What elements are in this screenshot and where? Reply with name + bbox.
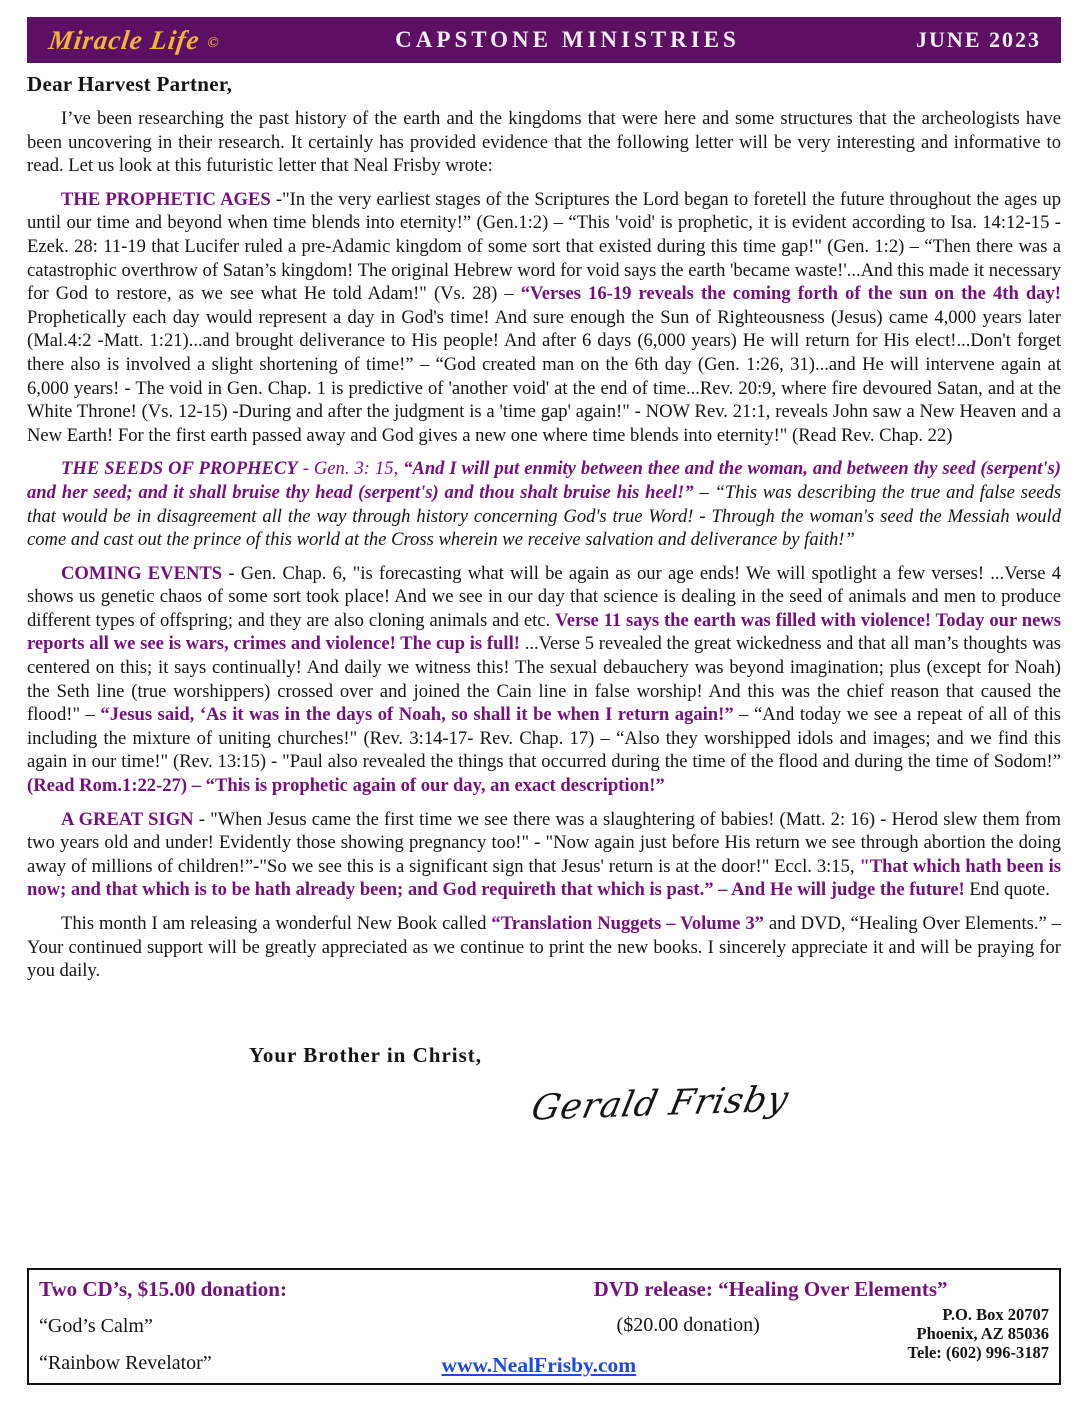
text-segment: End quote. xyxy=(964,879,1050,901)
text-segment: THE PROPHETIC AGES xyxy=(61,188,271,210)
text-segment: and DVD, “Healing Over Elements.” – Your continued support will be greatly appreciated as we continue to print the new books. I sincerely appreciate it and will be praying for you daily. xyxy=(27,913,1061,982)
letter-body xyxy=(27,107,1061,983)
copyright-icon: © xyxy=(206,34,220,51)
text-segment: “Translation Nuggets – Volume 3” xyxy=(491,913,764,934)
paragraph xyxy=(27,562,1061,798)
paragraph xyxy=(27,457,1061,551)
text-segment: – “And today we see a repeat of all of this including the mixture of uniting churches!" (Rev. 3:14-17- Rev. Chap. 17) – “Also they worshipped idols and images; and we find this again in our time!" (Rev. 13:15) - "Paul also revealed the things that occurred during the time of the flood and during the time of Sodom!” xyxy=(27,704,1062,773)
miracle-life-logo xyxy=(47,25,221,56)
salutation: Dear Harvest Partner, xyxy=(27,72,233,96)
header-bar xyxy=(27,17,1061,63)
mailing-address xyxy=(908,1305,1049,1362)
cd-title-gods-calm: “God’s Calm” xyxy=(39,1315,153,1337)
signature: Gerald Frisby xyxy=(527,1079,793,1129)
paragraph xyxy=(27,107,1061,178)
text-segment: -"In the very earliest stages of the Scriptures the Lord began to foretell the future throughout the ages up until our time and beyond when time blends into eternity!” (Gen.1:2) – “This 'void' is prophetic, it is evident according to Isa. 14:12-15 - Ezek. 28: 11-19 that Lucifer ruled a pre-Adamic kingdom of some sort that existed during this time gap!" (Gen. 1:2) – “Then there was a catastrophic overthrow of Satan’s kingdom! The original Hebrew word for void says the earth 'became waste!'...And this made it necessary for God to restore, as we see what He told Adam!" (Vs. 28) – xyxy=(27,188,1061,305)
text-segment: A GREAT SIGN xyxy=(61,808,194,830)
text-segment: COMING EVENTS xyxy=(61,562,223,584)
text-segment: - Gen. 3: 15, xyxy=(297,458,404,480)
paragraph xyxy=(27,188,1061,448)
issue-date: JUNE 2023 xyxy=(916,27,1041,52)
dvd-donation: ($20.00 donation) xyxy=(616,1314,760,1336)
text-segment: Prophetically each day would represent a day in God's time! And sure enough the Sun of Righteousness (Jesus) came 4,000 years later (Mal.4:2 -Matt. 1:21)...and brought deliverance to His people! And after 6 days (6,000 years) He will return for His elect!...Don't forget there also is involved a slight shortening of time!” – “God created man on the 6th day (Gen. 1:26, 31)...and He will intervene again at 6,000 years! - The void in Gen. Chap. 1 is predictive of 'another void' at the end of time...Rev. 20:9, where fire devoured Satan, and at the White Throne! (Vs. 12-15) -During and after the judgment is a 'time gap' again!" - NOW Rev. 21:1, reveals John saw a New Heaven and a New Earth! For the first earth passed away and God gives a new one where time blends into eternity!" (Read Rev. Chap. 22) xyxy=(27,306,1061,446)
text-segment: – “This was describing the true and false seeds that would be in disagreement all the way through history concerning God's true Word! - Through the woman's seed the Messiah would come and cast out the prince of this world at the Cross wherein we receive salvation and deliverance by faith!” xyxy=(27,481,1061,551)
text-segment: - Gen. Chap. 6, "is forecasting what will be again as our age ends! We will spotlight a few verses! ...Verse 4 shows us genetic chaos of some sort took place! And we see in our day that science is dealing in the seed of animals and men to produce different types of offspring; and they are also cloning animals and etc. xyxy=(27,562,1061,631)
footer-offer-box xyxy=(27,1268,1061,1385)
text-segment: I’ve been researching the past history of the earth and the kingdoms that were here and some structures that the archeologists have been uncovering in their research. It certainly has provided evidence that the following letter will be very interesting and informative to read. Let us look at this futuristic letter that Neal Frisby wrote: xyxy=(27,108,1061,177)
text-segment: (Read Rom.1:22-27) – “This is prophetic again of our day, an exact description!” xyxy=(27,775,665,797)
address-phone: Tele: (602) 996-3187 xyxy=(907,1343,1049,1362)
text-segment: "That which hath been is now; and that which is to be hath already been; and God requireth that which is past.” – And He will judge the future! xyxy=(27,855,1061,901)
logo-text: Miracle Life xyxy=(46,24,202,55)
dvd-release-label: DVD release: “Healing Over Elements” xyxy=(593,1277,948,1301)
text-segment: “Jesus said, ‘As it was in the days of Noah, so shall it be when I return again!” xyxy=(100,704,734,726)
text-segment: “Verses 16-19 reveals the coming forth of the sun on the 4th day! xyxy=(520,283,1061,305)
page-title: CAPSTONE MINISTRIES xyxy=(395,27,740,52)
cd-offer-label: Two CD’s, $15.00 donation: xyxy=(39,1277,287,1301)
address-po-box: P.O. Box 20707 xyxy=(942,1305,1049,1324)
closing-line: Your Brother in Christ, xyxy=(249,1042,483,1067)
text-segment: Verse 11 says the earth was filled with violence! Today our news reports all we see is wars, crimes and violence! The cup is full! xyxy=(27,609,1061,655)
paragraph xyxy=(27,808,1061,902)
address-city: Phoenix, AZ 85036 xyxy=(916,1324,1049,1343)
paragraph xyxy=(27,912,1061,983)
text-segment: THE SEEDS OF PROPHECY xyxy=(61,458,298,480)
text-segment: “And I will put enmity between thee and the woman, and between thy seed (serpent's) and her seed; and it shall bruise thy head (serpent's) and thou shalt bruise his heel!” xyxy=(27,458,1061,503)
website-link[interactable]: www.NealFrisby.com xyxy=(441,1353,637,1377)
text-segment: This month I am releasing a wonderful New Book called xyxy=(61,913,492,934)
cd-title-rainbow-revelator: “Rainbow Revelator” xyxy=(39,1352,212,1374)
text-segment: ...Verse 5 revealed the great wickedness and that all man’s thoughts was centered on this; it says continually! And daily we witness this! The sexual debauchery was beyond imagination; plus (except for Noah) the Seth line (true worshippers) crossed over and joined the Cain line in false worship! And this was the chief reason that caused the flood!" – xyxy=(27,633,1061,726)
text-segment: - "When Jesus came the first time we see there was a slaughtering of babies! (Matt. 2: 16) - Herod slew them from two years old and under! Evidently those showing pregnancy too!" - "Now again just before His return we see through abortion the doing away of millions of children!”-"So we see this is a significant sign that Jesus' return is at the door!" Eccl. 3:15, xyxy=(27,808,1062,877)
